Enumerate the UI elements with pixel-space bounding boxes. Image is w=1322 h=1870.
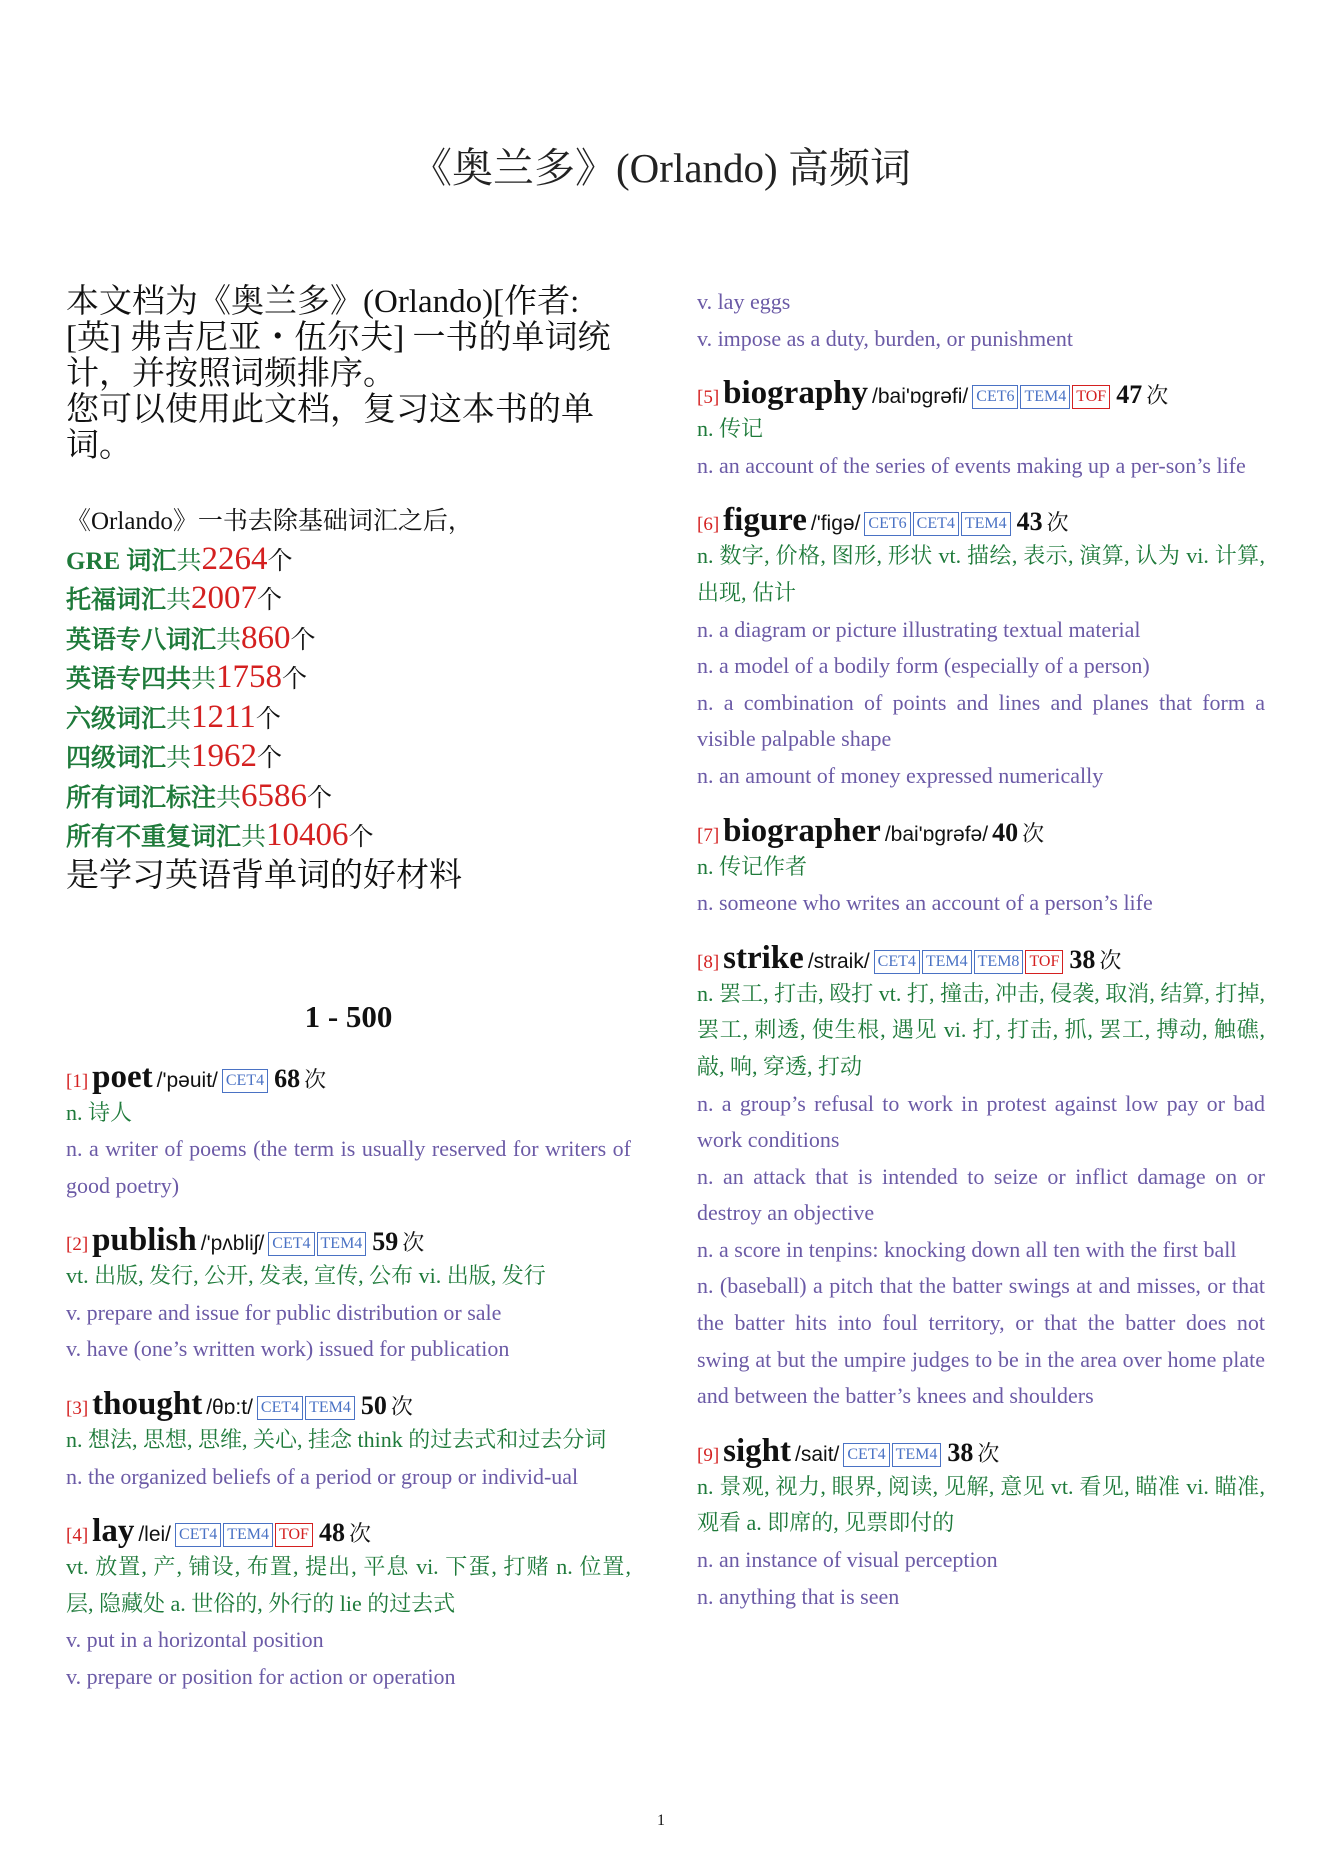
stat-row [66,699,631,739]
entry-frequency: 48 [318,1518,345,1548]
level-tag: CET4 [222,1069,268,1093]
definition-cn: vt. 放置, 产, 铺设, 布置, 提出, 平息 vi. 下蛋, 打赌 n. 位置, 层, 隐藏处 a. 世俗的, 外行的 lie 的过去式 [66,1554,631,1616]
range-heading: 1 - 500 [304,998,393,1034]
definition-en: n. an amount of money expressed numerically [697,762,1104,788]
stat-value: 2007 [191,580,258,616]
stat-label: 四级词汇 [66,745,167,772]
word-entry [66,1386,631,1495]
definition-en: n. a combination of points and lines and planes that form a visible palpable shape [697,689,1265,752]
stat-value: 1211 [191,698,256,735]
entry-index: [2] [66,1234,89,1256]
definition-en: n. (baseball) a pitch that the batter swings at and misses, or that the batter hits into foul territory, or that the batter does not swing at but the umpire judges to be in the area over home plate and between the batter’s knees and shoulders [697,1273,1265,1409]
stat-label: 托福词汇 [66,587,167,614]
word-entry [697,1433,1265,1615]
entry-phonetic: /lei/ [138,1523,172,1547]
entry-word: thought [92,1386,203,1423]
definition-cn: n. 传记 [697,416,764,442]
stat-row [66,580,631,620]
entry-frequency: 50 [360,1391,387,1421]
definition-cn: n. 传记作者 [697,853,808,879]
entries-left [66,1059,631,1696]
stat-unit: 个 [282,666,308,693]
word-entry-continued [697,284,1265,357]
entry-head [697,375,1265,411]
vocab-stats [66,504,631,895]
frequency-unit: 次 [402,1230,425,1256]
stat-label: 六级词汇 [66,705,167,733]
stats-ending: 是学习英语背单词的好材料 [66,857,462,894]
frequency-unit: 次 [1099,947,1122,973]
stat-row [66,659,631,699]
stat-label: 所有不重复词汇 [66,824,242,851]
definition-en: n. a score in tenpins: knocking down all ten with the first ball [697,1236,1237,1262]
entry-index: [8] [697,951,720,973]
stat-value: 2264 [201,540,268,577]
level-tag: TEM4 [305,1396,355,1420]
definition-en: n. someone who writes an account of a person’s life [697,890,1153,916]
entry-index: [9] [697,1444,720,1466]
level-tag: CET4 [913,512,959,536]
stat-row [66,778,631,818]
frequency-unit: 次 [304,1066,327,1092]
stat-gong: 共 [216,784,242,812]
definition-en: v. prepare or position for action or operation [66,1664,456,1690]
definition-en: n. a group’s refusal to work in protest against low pay or bad work conditions [697,1090,1265,1153]
entry-phonetic: /'pəuit/ [156,1068,218,1092]
definition-en: n. an instance of visual perception [697,1547,998,1573]
entry-frequency: 47 [1116,380,1143,410]
stat-row [66,738,631,778]
stat-gong: 共 [191,666,217,693]
entry-head [66,1222,631,1258]
level-tag: TOF [1025,950,1063,974]
definition-en: v. prepare and issue for public distribution or sale [66,1299,502,1325]
definition-cn: n. 想法, 思想, 思维, 关心, 挂念 think 的过去式和过去分词 [66,1427,607,1453]
stat-gong: 共 [241,824,267,851]
stat-unit: 个 [257,587,283,614]
level-tag: CET4 [874,950,920,974]
entry-phonetic: /bai'ɒgrəfi/ [872,385,969,409]
entry-index: [3] [66,1398,89,1420]
stat-label: 所有词汇标注 [66,784,217,812]
entry-phonetic: /'figə/ [810,512,861,536]
entry-head [66,1513,631,1549]
definition-en: v. lay eggs [697,289,791,314]
frequency-unit: 次 [1022,820,1045,846]
page-number: 1 [657,1812,665,1829]
entry-phonetic: /sait/ [795,1442,840,1466]
definition-cn: n. 数字, 价格, 图形, 形状 vt. 描绘, 表示, 演算, 认为 vi. 计算, 出现, 估计 [697,543,1265,605]
level-tag: TEM8 [974,950,1024,974]
definition-cn: n. 诗人 [66,1099,133,1125]
entry-head [697,940,1265,976]
definition-en: n. an attack that is intended to seize or inflict damage on or destroy an objective [697,1163,1265,1226]
level-tag: TEM4 [922,950,972,974]
entry-index: [7] [697,824,720,846]
stat-gong: 共 [166,705,192,733]
level-tag: CET6 [972,385,1018,409]
frequency-unit: 次 [1046,510,1069,536]
frequency-unit: 次 [348,1521,371,1547]
word-entry [697,502,1265,794]
page-title: 《奥兰多》(Orlando) 高频词 [411,145,911,191]
stat-value: 10406 [266,817,349,853]
word-entry [697,940,1265,1415]
stat-value: 6586 [241,777,308,814]
stat-unit: 个 [290,626,316,654]
definition-cn: vt. 出版, 发行, 公开, 发表, 宣传, 公布 vi. 出版, 发行 [66,1263,546,1289]
definition-en: n. a model of a bodily form (especially of a person) [697,653,1150,679]
level-tag: CET4 [843,1443,889,1467]
entry-phonetic: /bai'ɒgrəfə/ [884,822,989,846]
stat-unit: 个 [255,705,281,733]
entry-word: strike [723,939,804,976]
level-tag: TEM4 [961,512,1011,536]
stat-value: 1758 [216,659,283,695]
entry-frequency: 43 [1016,507,1043,537]
entry-frequency: 38 [947,1437,974,1467]
definition-en: n. anything that is seen [697,1583,900,1609]
entry-word: lay [92,1513,135,1550]
stat-row [66,541,631,581]
entry-word: biography [723,375,869,412]
definition-en: n. the organized beliefs of a period or group or individ-ual [66,1463,579,1489]
definition-cn: n. 景观, 视力, 眼界, 阅读, 见解, 意见 vt. 看见, 瞄准 vi. 瞄准, 观看 a. 即席的, 见票即付的 [697,1473,1265,1536]
entry-frequency: 68 [274,1063,301,1093]
level-tag: CET4 [268,1232,314,1256]
level-tag: CET4 [175,1523,221,1547]
stat-gong: 共 [166,587,192,614]
stats-lead: 《Orlando》一书去除基础词汇之后， [66,508,473,535]
stat-row [66,817,631,857]
definition-en: v. impose as a duty, burden, or punishment [697,325,1073,351]
entry-word: sight [723,1432,792,1469]
stat-gong: 共 [166,745,192,772]
level-tag: TOF [1072,385,1110,409]
level-tag: TEM4 [1020,385,1070,409]
stat-value: 1962 [191,738,258,774]
word-entry [697,375,1265,484]
entry-word: publish [92,1222,197,1259]
entry-head [66,1059,631,1095]
entry-index: [6] [697,514,720,536]
level-tag: TEM4 [223,1523,273,1547]
frequency-unit: 次 [1146,383,1169,409]
stat-gong: 共 [176,547,202,575]
entry-head [697,502,1265,538]
entry-phonetic: /straik/ [807,949,870,973]
stat-value: 860 [241,619,291,656]
level-tag: TEM4 [317,1232,367,1256]
entry-phonetic: /θɒ:t/ [206,1396,253,1420]
stat-label: GRE 词汇 [66,547,177,575]
stat-unit: 个 [307,784,333,812]
entry-word: poet [92,1058,153,1095]
level-tag: TEM4 [892,1443,942,1467]
entry-index: [5] [697,387,720,409]
definition-en: n. a writer of poems (the term is usually reserved for writers of good poetry) [66,1136,631,1198]
stat-gong: 共 [216,626,242,654]
definition-en: n. an account of the series of events making up a per-son’s life [697,452,1246,478]
word-entry [66,1059,631,1205]
stat-row [66,620,631,660]
entry-word: figure [723,502,807,539]
left-column [66,284,631,1696]
level-tag: CET4 [257,1396,303,1420]
entry-head [66,1386,631,1422]
definition-en: n. a diagram or picture illustrating textual material [697,616,1141,642]
entry-word: biographer [723,812,881,849]
intro-line-2: 您可以使用此文档，复习这本书的单词。 [66,392,594,464]
stat-label: 英语专八词汇 [66,626,217,654]
entry-head [697,1433,1265,1469]
word-entry [697,813,1265,922]
entry-frequency: 59 [372,1227,399,1257]
stat-unit: 个 [267,547,293,575]
entry-index: [1] [66,1070,89,1092]
right-column [697,284,1265,1633]
frequency-unit: 次 [977,1440,1000,1466]
stats-list [66,541,631,857]
frequency-unit: 次 [390,1394,413,1420]
entry-head [697,813,1265,849]
definition-en: v. have (one’s written work) issued for publication [66,1336,510,1362]
level-tag: CET6 [864,512,910,536]
stat-unit: 个 [257,745,283,772]
level-tag: TOF [275,1523,313,1547]
intro-line-1: 本文档为《奥兰多》(Orlando)[作者: [英] 弗吉尼亚・伍尔夫] 一书的单词统计，并按照词频排序。 [66,284,611,392]
entries-right [697,284,1265,1615]
entry-phonetic: /'pʌbliʃ/ [200,1232,265,1256]
word-entry [66,1513,631,1695]
entry-index: [4] [66,1525,89,1547]
word-entry [66,1222,631,1368]
stat-label: 英语专四共 [66,666,192,693]
definition-cn: n. 罢工, 打击, 殴打 vt. 打, 撞击, 冲击, 侵袭, 取消, 结算, 打掉, 罢工, 刺透, 使生根, 遇见 vi. 打, 打击, 抓, 罢工, 搏动, 触礁, 敲, 响, 穿透, 打动 [697,980,1265,1079]
definition-en: v. put in a horizontal position [66,1627,324,1653]
entry-frequency: 38 [1069,944,1096,974]
entry-frequency: 40 [992,817,1019,847]
stat-unit: 个 [348,824,374,851]
intro [66,284,631,464]
